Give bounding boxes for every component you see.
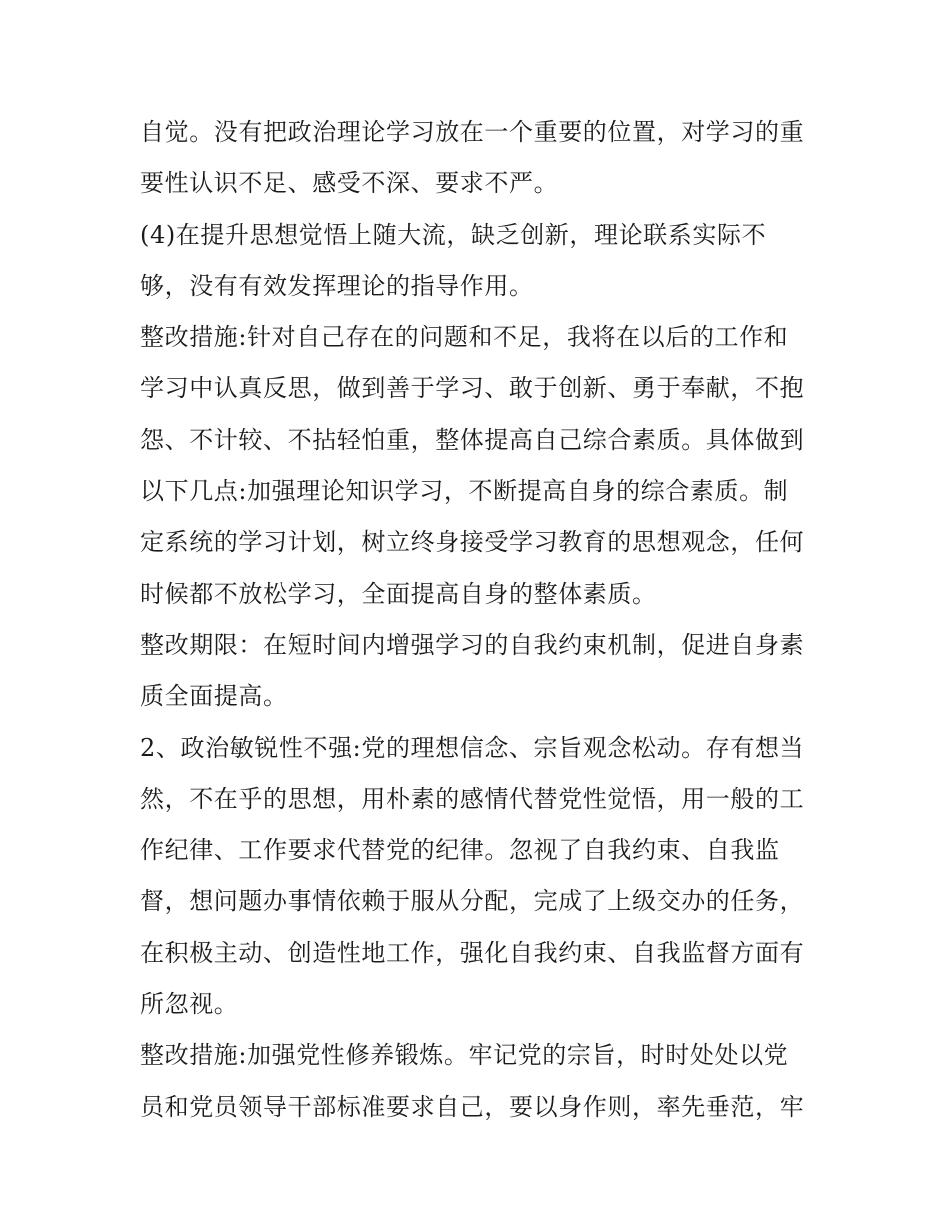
text-line: 然，不在乎的思想，用朴素的感情代替党性觉悟，用一般的工: [140, 784, 805, 813]
text-line: 怨、不计较、不拈轻怕重，整体提高自己综合素质。具体做到: [140, 425, 805, 454]
text-line: 质全面提高。: [140, 682, 288, 711]
text-line: 督，想问题办事情依赖于服从分配，完成了上级交办的任务，: [140, 887, 805, 916]
text-line: 作纪律、工作要求代替党的纪律。忽视了自我约束、自我监: [140, 836, 780, 865]
text-line: 员和党员领导干部标准要求自己，要以身作则，率先垂范，牢: [140, 1092, 805, 1121]
text-line: 所忽视。: [140, 990, 239, 1019]
text-line: 2、政治敏锐性不强:党的理想信念、宗旨观念松动。存有想当: [140, 733, 805, 762]
text-line: 整改措施:加强党性修养锻炼。牢记党的宗旨，时时处处以党: [140, 1041, 789, 1070]
text-line: 自觉。没有把政治理论学习放在一个重要的位置，对学习的重: [140, 118, 805, 146]
text-line: 定系统的学习计划，树立终身接受学习教育的思想观念，任何: [140, 528, 805, 557]
text-line: 要性认识不足、感受不深、要求不严。: [140, 169, 559, 198]
text-line: (4)在提升思想觉悟上随大流，缺乏创新，理论联系实际不: [140, 220, 767, 249]
text-line: 以下几点:加强理论知识学习，不断提高自身的综合素质。制: [140, 477, 789, 506]
text-line: 整改措施:针对自己存在的问题和不足，我将在以后的工作和: [140, 323, 789, 352]
body-text: [140, 107, 820, 1133]
text-line: 在积极主动、创造性地工作，强化自我约束、自我监督方面有: [140, 938, 805, 967]
text-line: 时候都不放松学习，全面提高自身的整体素质。: [140, 579, 657, 608]
text-line: 整改期限：在短时间内增强学习的自我约束机制，促进自身素: [140, 630, 805, 659]
text-line: 够，没有有效发挥理论的指导作用。: [140, 271, 534, 300]
text-line: 学习中认真反思，做到善于学习、敢于创新、勇于奉献，不抱: [140, 374, 805, 403]
